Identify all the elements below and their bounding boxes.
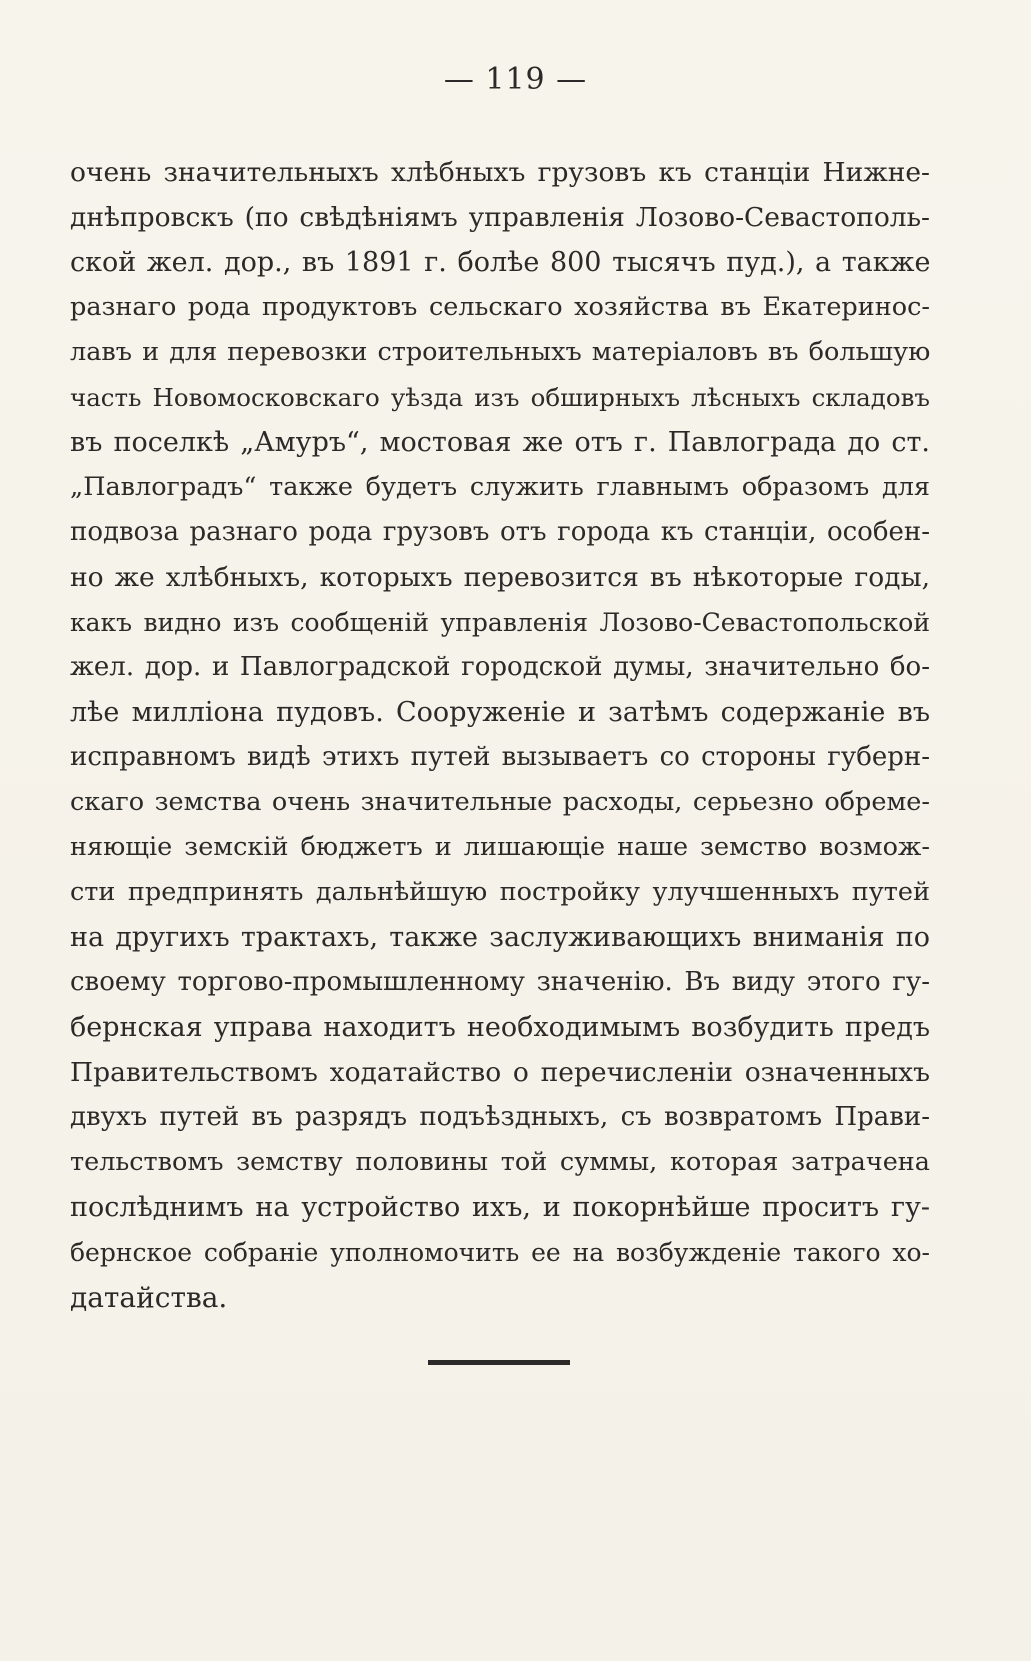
text-line: въ поселкѣ „Амуръ“, мостовая же отъ г. Павлограда до ст. bbox=[70, 427, 930, 458]
text-line: очень значительныхъ хлѣбныхъ грузовъ къ станціи Нижне- bbox=[70, 157, 930, 188]
text-line: исправномъ видѣ этихъ путей вызываетъ со стороны губерн- bbox=[70, 742, 930, 772]
text-line: подвоза разнаго рода грузовъ отъ города къ станціи, особен- bbox=[70, 517, 930, 547]
text-line: ской жел. дор., въ 1891 г. болѣе 800 тысячъ пуд.), а также bbox=[70, 247, 930, 278]
text-line: жел. дор. и Павлоградской городской думы, значительно бо- bbox=[70, 652, 930, 682]
text-line: послѣднимъ на устройство ихъ, и покорнѣйше проситъ гу- bbox=[70, 1192, 930, 1223]
text-line: но же хлѣбныхъ, которыхъ перевозится въ нѣкоторые годы, bbox=[70, 562, 930, 593]
text-line: двухъ путей въ разрядъ подъѣздныхъ, съ возвратомъ Прави- bbox=[70, 1102, 930, 1132]
text-line: своему торгово-промышленному значенію. Въ виду этого гу- bbox=[70, 967, 930, 997]
text-line: Правительствомъ ходатайство о перечисленіи означенныхъ bbox=[70, 1057, 930, 1088]
text-line: сти предпринять дальнѣйшую постройку улучшенныхъ путей bbox=[70, 877, 930, 907]
text-line: часть Новомосковскаго уѣзда изъ обширныхъ лѣсныхъ складовъ bbox=[70, 383, 930, 412]
page-number: — 119 — bbox=[443, 62, 588, 97]
text-line: на другихъ трактахъ, также заслуживающихъ вниманія по bbox=[70, 922, 930, 953]
text-line: „Павлоградъ“ также будетъ служить главнымъ образомъ для bbox=[70, 472, 930, 502]
text-line: лавъ и для перевозки строительныхъ матеріаловъ въ большую bbox=[70, 337, 930, 367]
text-line-last: датайства. bbox=[70, 1281, 228, 1314]
text-line: бернская управа находитъ необходимымъ возбудить предъ bbox=[70, 1012, 930, 1043]
text-line: разнаго рода продуктовъ сельскаго хозяйства въ Екатеринос- bbox=[70, 292, 930, 322]
text-line: тельствомъ земству половины той суммы, которая затрачена bbox=[70, 1147, 930, 1177]
text-line: какъ видно изъ сообщеній управленія Лозово-Севастопольской bbox=[70, 608, 930, 637]
section-end-rule bbox=[428, 1360, 570, 1365]
text-line: няющіе земскій бюджетъ и лишающіе наше земство возмож- bbox=[70, 832, 930, 862]
text-line: бернское собраніе уполномочить ее на возбужденіе такого хо- bbox=[70, 1238, 930, 1267]
text-line: днѣпровскъ (по свѣдѣніямъ управленія Лозово-Севастополь- bbox=[70, 202, 930, 233]
text-line: скаго земства очень значительные расходы, серьезно обреме- bbox=[70, 787, 930, 817]
body-text bbox=[70, 150, 930, 1320]
text-line: лѣе милліона пудовъ. Сооруженіе и затѣмъ содержаніе въ bbox=[70, 697, 930, 728]
